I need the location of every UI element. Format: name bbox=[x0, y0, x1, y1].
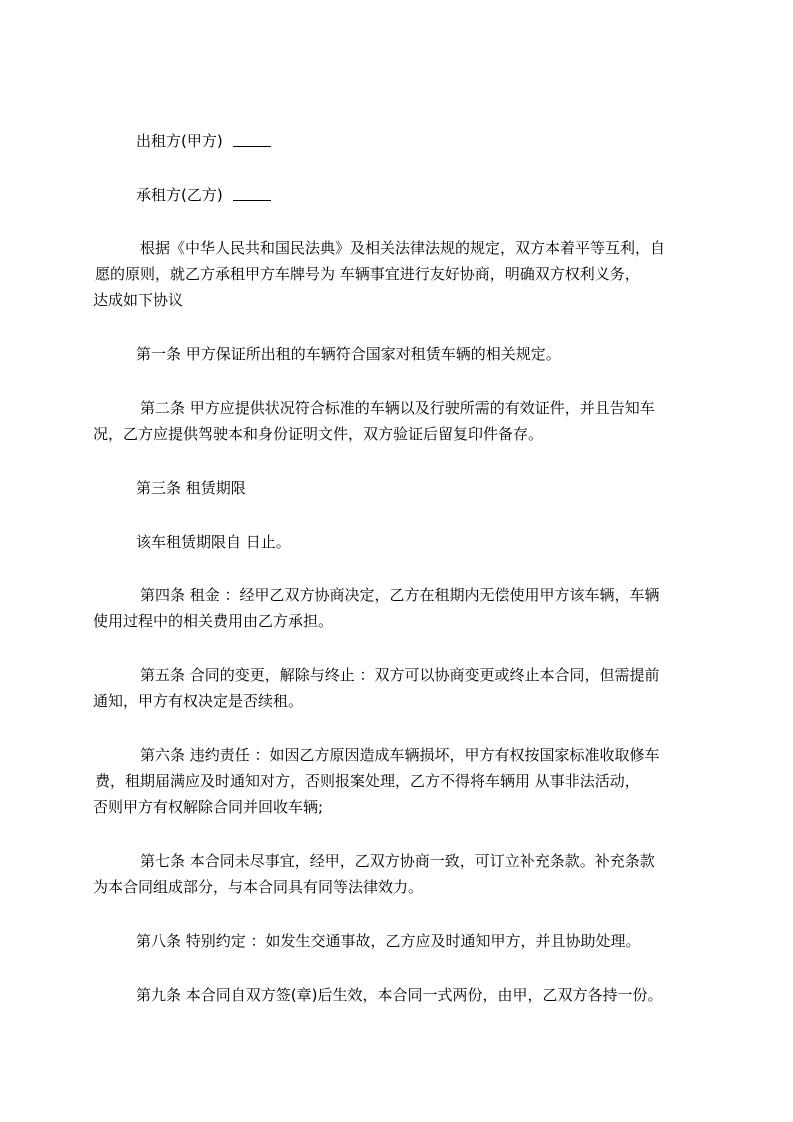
preamble-line-2: 愿的原则，就乙方承租甲方车牌号为 车辆事宜进行友好协商，明确双方权利义务， bbox=[95, 265, 640, 283]
article-8: 第八条 特别约定 ：如发生交通事故，乙方应及时通知甲方，并且协助处理。 bbox=[136, 932, 641, 950]
lessee-blank bbox=[233, 186, 271, 201]
preamble-line-3: 达成如下协议 bbox=[93, 291, 184, 309]
article-3: 第三条 租赁期限 bbox=[136, 479, 246, 497]
article-4-line-2: 使用过程中的相关费用由乙方承担。 bbox=[93, 612, 334, 630]
article-6-line-1: 第六条 违约责任 ：如因乙方原因造成车辆损坏，甲方有权按国家标准收取修车 bbox=[140, 746, 660, 764]
preamble-line-1: 根据《中华人民共和国民法典》及相关法律法规的规定，双方本着平等互利，自 bbox=[140, 239, 666, 257]
article-5-line-2: 通知，甲方有权决定是否续租。 bbox=[93, 692, 304, 710]
article-2-line-2: 况，乙方应提供驾驶本和身份证明文件，双方验证后留复印件备存。 bbox=[93, 425, 544, 443]
article-2-line-1: 第二条 甲方应提供状况符合标准的车辆以及行驶所需的有效证件，并且告知车 bbox=[140, 399, 655, 417]
article-9: 第九条 本合同自双方签(章)后生效，本合同一式两份，由甲，乙双方各持一份。 bbox=[136, 986, 663, 1004]
lessor-line bbox=[136, 131, 271, 152]
article-6-line-3: 否则甲方有权解除合同并回收车辆; bbox=[93, 798, 324, 816]
lessor-label: 出租方(甲方) bbox=[136, 132, 223, 150]
lessee-label: 承租方(乙方) bbox=[136, 186, 223, 204]
article-5-line-1: 第五条 合同的变更，解除与终止 ：双方可以协商变更或终止本合同，但需提前 bbox=[140, 666, 660, 684]
article-3-detail: 该车租赁期限自 日止。 bbox=[136, 533, 291, 551]
article-7-line-1: 第七条 本合同未尽事宜，经甲，乙双方协商一致，可订立补充条款。补充条款 bbox=[140, 852, 655, 870]
article-6-line-2: 费，租期届满应及时通知对方，否则报案处理，乙方不得将车辆用 从事非法活动， bbox=[95, 772, 640, 790]
article-1: 第一条 甲方保证所出租的车辆符合国家对租赁车辆的相关规定。 bbox=[136, 345, 561, 363]
article-7-line-2: 为本合同组成部分，与本合同具有同等法律效力。 bbox=[93, 878, 424, 896]
article-4-line-1: 第四条 租金 ：经甲乙双方协商决定，乙方在租期内无偿使用甲方该车辆，车辆 bbox=[140, 586, 660, 604]
lessor-blank bbox=[233, 132, 271, 147]
lessee-line bbox=[136, 185, 271, 206]
